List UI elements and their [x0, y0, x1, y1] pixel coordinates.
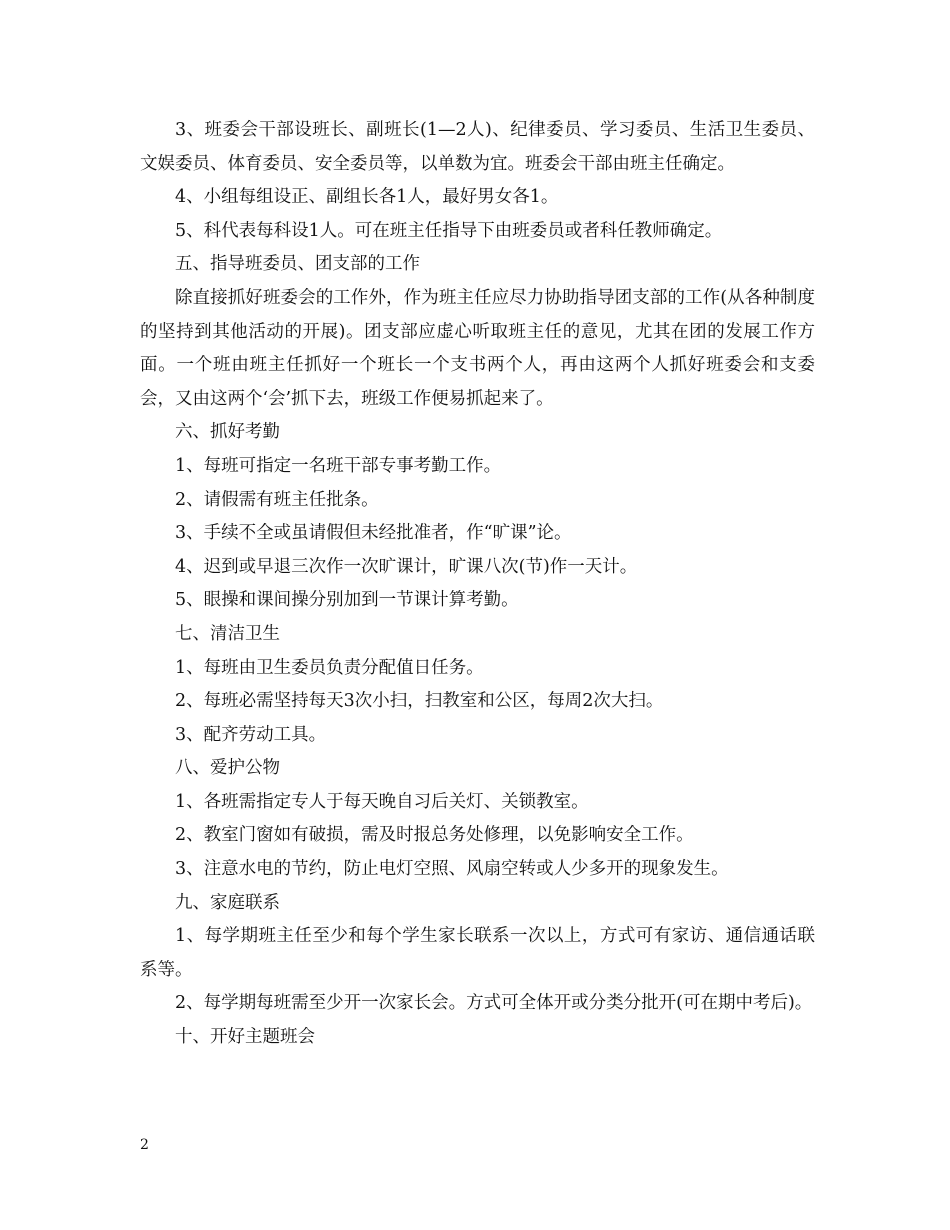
attendance-item-2: 2、请假需有班主任批条。: [175, 489, 379, 510]
paragraph-group-leaders: 4、小组每组设正、副组长各1人，最好男女各1。: [175, 187, 559, 208]
page-number: 2: [140, 1137, 149, 1153]
cleaning-item-3: 3、配齐劳动工具。: [175, 724, 327, 745]
cleaning-item-1: 1、每班由卫生委员负责分配值日任务。: [175, 657, 484, 678]
public-property-item-3: 3、注意水电的节约，防止电灯空照、风扇空转或人少多开的现象发生。: [175, 859, 729, 880]
section-heading-5: 五、指导班委员、团支部的工作: [175, 254, 420, 275]
attendance-item-3: 3、手续不全或虽请假但未经批准者，作“旷课”论。: [175, 523, 572, 544]
document-body: [140, 114, 815, 1055]
paragraph-class-committee-roles: 3、班委会干部设班长、副班长(1—2人)、纪律委员、学习委员、生活卫生委员、文娱委员、体育委员、安全委员等，以单数为宜。班委会干部由班主任确定。: [140, 120, 815, 174]
section-heading-10: 十、开好主题班会: [175, 1027, 315, 1048]
public-property-item-1: 1、各班需指定专人于每天晚自习后关灯、关锁教室。: [175, 791, 589, 812]
family-contact-item-1: 1、每学期班主任至少和每个学生家长联系一次以上，方式可有家访、通信通话联系等。: [140, 926, 815, 980]
section-heading-7: 七、清洁卫生: [175, 623, 280, 644]
attendance-item-5: 5、眼操和课间操分别加到一节课计算考勤。: [175, 590, 519, 611]
cleaning-item-2: 2、每班必需坚持每天3次小扫，扫教室和公区，每周2次大扫。: [175, 691, 664, 712]
public-property-item-2: 2、教室门窗如有破损，需及时报总务处修理，以免影响安全工作。: [175, 825, 694, 846]
paragraph-subject-representatives: 5、科代表每科设1人。可在班主任指导下由班委员或者科任教师确定。: [175, 220, 723, 241]
section-heading-6: 六、抓好考勤: [175, 422, 280, 443]
attendance-item-1: 1、每班可指定一名班干部专事考勤工作。: [175, 455, 502, 476]
attendance-item-4: 4、迟到或早退三次作一次旷课计，旷课八次(节)作一天计。: [175, 556, 638, 577]
family-contact-item-2: 2、每学期每班需至少开一次家长会。方式可全体开或分类分批开(可在期中考后)。: [175, 993, 813, 1014]
paragraph-league-branch-guidance: 除直接抓好班委会的工作外，作为班主任应尽力协助指导团支部的工作(从各种制度的坚持到其他活动的开展)。团支部应虚心听取班主任的意见，尤其在团的发展工作方面。一个班由班主任抓好一个班长一个支书两个人，再由这两个人抓好班委会和支委会，又由这两个‘会’抓下去，班级工作便易抓起来了。: [140, 287, 815, 409]
section-heading-8: 八、爱护公物: [175, 758, 280, 779]
section-heading-9: 九、家庭联系: [175, 892, 280, 913]
